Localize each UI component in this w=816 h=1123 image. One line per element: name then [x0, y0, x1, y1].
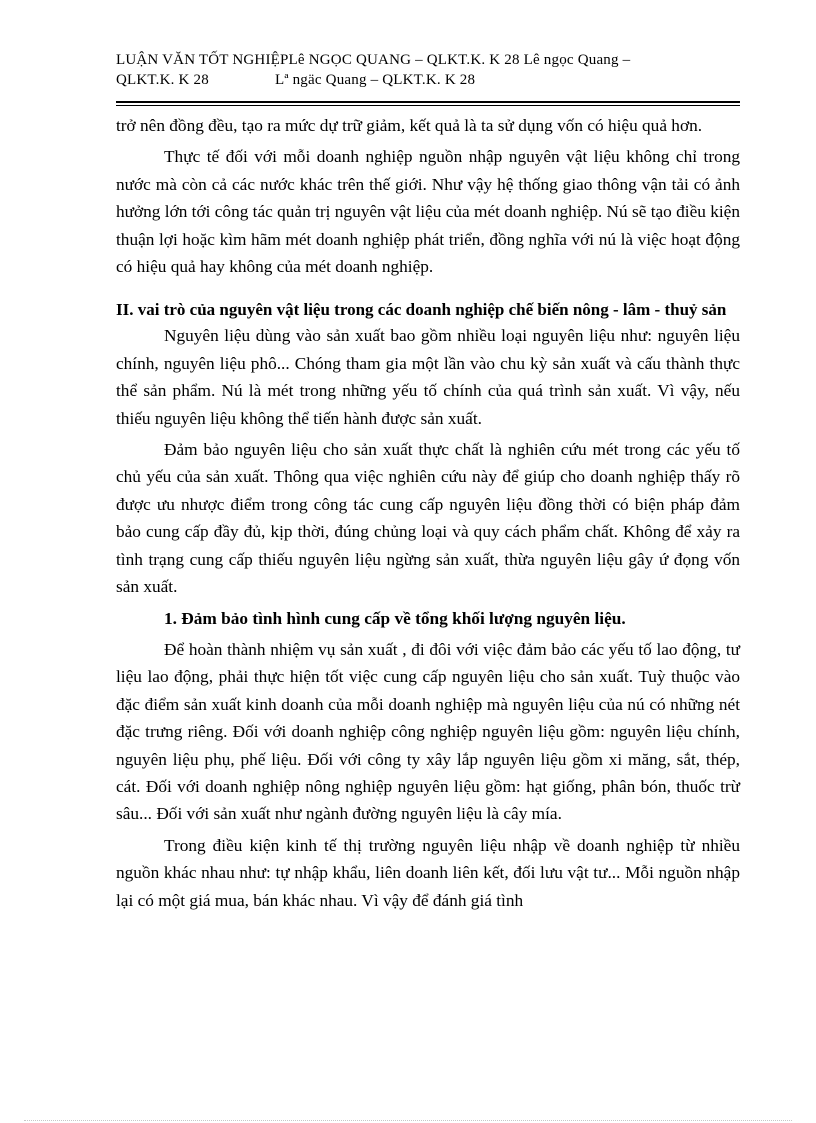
paragraph-5: Để hoàn thành nhiệm vụ sản xuất , đi đôi với việc đảm bảo các yếu tố lao động, tư liệu lao động, phải thực hiện tốt việc cung cấp nguyên liệu cho sản xuất. Tuỳ thuộc vào đặc điểm sản xuất kinh doanh của mỗi doanh nghiệp mà nguyên liệu của nú có những nét đặc trưng riêng. Đối với doanh nghiệp công nghiệp nguyên liệu gồm: nguyên liệu chính, nguyên liệu phụ, phế liệu. Đối với công ty xây lắp nguyên liệu gồm xi măng, sắt, thép, cát. Đối với doanh nghiệp nông nghiệp nguyên liệu gồm: hạt giống, phân bón, thuốc trừ sâu... Đối với sản xuất như ngành đường nguyên liệu là cây mía.: [116, 639, 740, 824]
sub-heading: 1. Đảm bảo tình hình cung cấp về tổng khối lượng nguyên liệu.: [164, 608, 626, 628]
header-line-1: LUẬN VĂN TỐT NGHIỆPLê NGỌC QUANG – QLKT.K. K 28 Lê ngọc Quang –: [116, 52, 631, 68]
page-bottom-divider: [24, 1120, 792, 1121]
paragraph-3: Nguyên liệu dùng vào sản xuất bao gồm nhiều loại nguyên liệu như: nguyên liệu chính, nguyên liệu phô... Chóng tham gia một lần vào chu kỳ sản xuất và cấu thành thực thể sản phẩm. Nú là mét trong những yếu tố chính của quá trình sản xuất. Vì vậy, nếu thiếu nguyên liệu không thể tiến hành được sản xuất.: [116, 326, 740, 428]
document-body: [116, 112, 740, 918]
paragraph-2: Thực tế đối với mỗi doanh nghiệp nguồn nhập nguyên vật liệu không chỉ trong nước mà còn cả các nước khác trên thế giới. Như vậy hệ thống giao thông vận tải có ảnh hưởng lớn tới công tác quản trị nguyên vật liệu của mét doanh nghiệp. Nú sẽ tạo điều kiện thuận lợi hoặc kìm hãm mét doanh nghiệp phát triển, đồng nghĩa với nú là việc hoạt động có hiệu quả hay không của mét doanh nghiệp.: [116, 147, 740, 277]
section-heading: II. vai trò của nguyên vật liệu trong các doanh nghiệp chế biến nông - lâm - thuỷ sản: [116, 300, 727, 320]
header-line-2: [116, 70, 740, 90]
running-header: [116, 50, 740, 90]
paragraph-4: Đảm bảo nguyên liệu cho sản xuất thực chất là nghiên cứu mét trong các yếu tố chủ yếu của sản xuất. Thông qua việc nghiên cứu này để giúp cho doanh nghiệp thấy rõ được ưu nhược điểm trong công tác cung cấp nguyên liệu đồng thời có biện pháp đảm bảo cung cấp đầy đủ, kịp thời, đúng chủng loại và quy cách phẩm chất. Không để xảy ra tình trạng cung cấp thiếu nguyên liệu ngừng sản xuất, thừa nguyên liệu gây ứ đọng vốn sản xuất.: [116, 440, 740, 597]
header-line-2-part-2: Lª ngäc Quang – QLKT.K. K 28: [274, 72, 476, 88]
paragraph-1: trở nên đồng đều, tạo ra mức dự trữ giảm, kết quả là ta sử dụng vốn có hiệu quả hơn.: [116, 116, 703, 135]
header-line-2-part-1: QLKT.K. K 28: [116, 72, 209, 88]
paragraph-6: Trong điều kiện kinh tế thị trường nguyên liệu nhập về doanh nghiệp từ nhiều nguồn khác nhau như: tự nhập khẩu, liên doanh liên kết, đối lưu vật tư... Mỗi nguồn nhập lại có một giá mua, bán khác nhau. Vì vậy để đánh giá tình: [116, 835, 740, 910]
header-divider: [116, 101, 740, 106]
